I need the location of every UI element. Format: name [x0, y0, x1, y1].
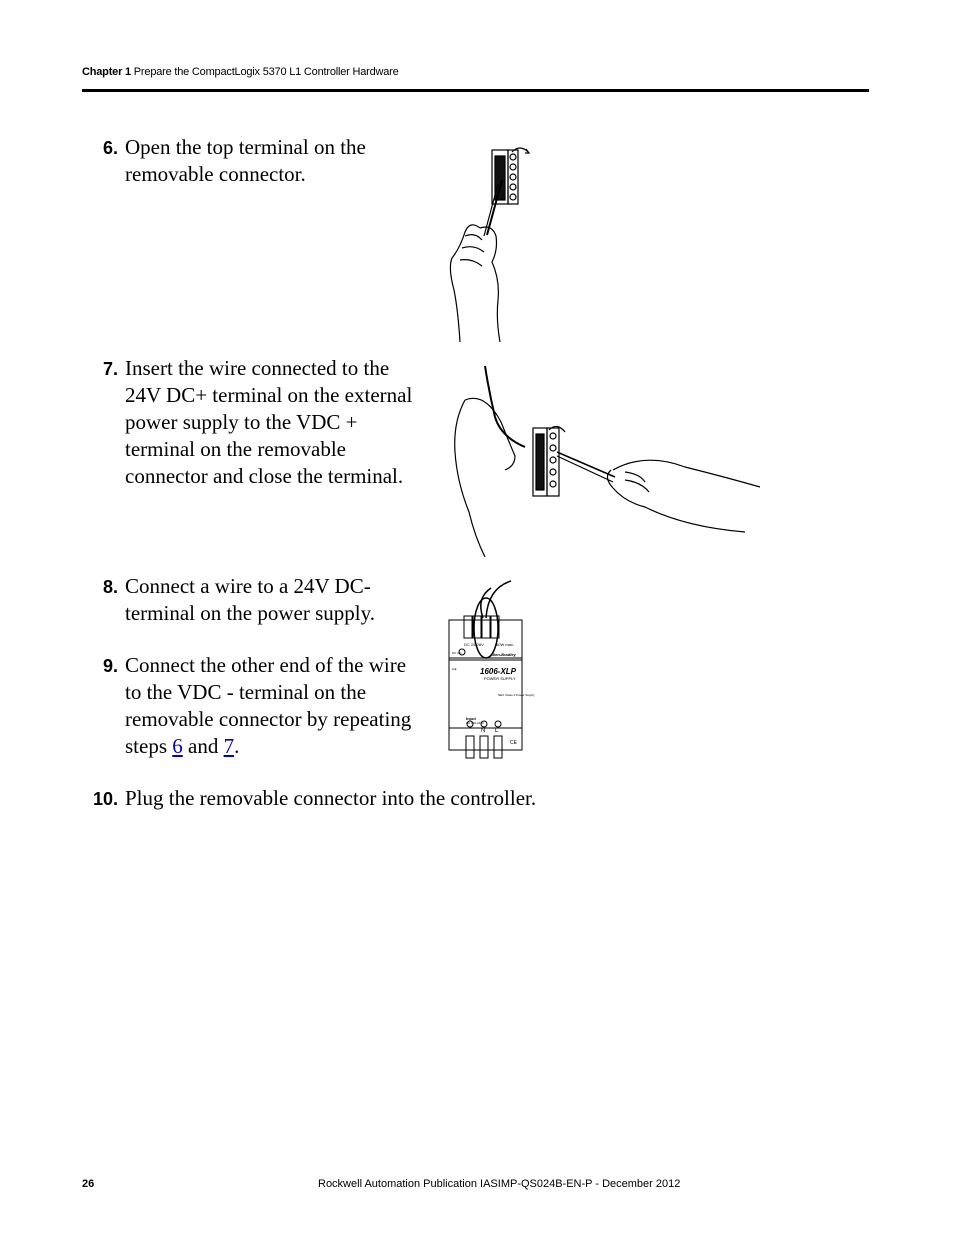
step-number: 10.: [92, 789, 118, 809]
step-number: 7.: [102, 359, 118, 379]
highlight-circle-icon: [474, 598, 498, 658]
step-line: Plug the removable connector into the controller.: [125, 786, 537, 810]
psu-ce: CE: [510, 740, 517, 746]
step-line: power supply to the VDC +: [125, 410, 358, 434]
step-7-link[interactable]: 7: [223, 734, 235, 758]
step-line: terminal on the power supply.: [125, 601, 376, 625]
psu-term-l: L: [495, 728, 499, 734]
step-line: 24V DC+ terminal on the external: [125, 383, 413, 407]
chapter-title: Prepare the CompactLogix 5370 L1 Controller Hardware: [133, 66, 399, 78]
step-line: removable connector by repeating: [125, 707, 412, 731]
step-line: Connect a wire to a 24V DC-: [125, 574, 371, 598]
step-text-fragment: .: [234, 734, 240, 758]
chapter-label: Chapter 1: [82, 66, 131, 78]
step-line: Insert the wire connected to the: [125, 356, 390, 380]
psu-adj: Adj.: [452, 667, 458, 671]
step-text: [125, 134, 366, 188]
step-number: 6.: [102, 138, 118, 158]
psu-class: NEC Class 2 Power Supply: [498, 693, 535, 697]
step-line: [125, 733, 411, 760]
psu-model: 1606-XLP: [480, 667, 517, 676]
running-header: [82, 66, 399, 78]
step-line: Connect the other end of the wire: [125, 653, 407, 677]
psu-term-n: N: [481, 728, 486, 734]
step-text: [125, 355, 412, 490]
psu-dc-ok: DC OK: [452, 651, 462, 655]
page-number: 26: [82, 1178, 95, 1190]
psu-brand: Allen-Bradley: [490, 652, 516, 657]
step-line: connector and close the terminal.: [125, 464, 404, 488]
header-rule: [82, 89, 869, 92]
psu-top-label2: 60W max.: [496, 642, 515, 647]
psu-product: POWER SUPPLY: [484, 676, 516, 681]
power-supply-illustration: [446, 578, 535, 760]
open-terminal-illustration: [440, 140, 550, 345]
step-text-fragment: steps: [125, 734, 173, 758]
step-text: [125, 652, 411, 760]
step-6-link[interactable]: 6: [172, 734, 183, 758]
publication-info: Rockwell Automation Publication IASIMP-QS024B-EN-P - December 2012: [318, 1178, 681, 1190]
insert-wire-illustration: [445, 362, 765, 562]
step-line: to the VDC - terminal on the: [125, 680, 367, 704]
step-number: 8.: [102, 577, 118, 597]
step-number: 9.: [102, 656, 118, 676]
step-line: terminal on the removable: [125, 437, 347, 461]
psu-top-label: DC 24-28V: [464, 642, 484, 647]
psu-input-range: AC 100-240V: [466, 721, 485, 725]
step-text: [125, 573, 375, 627]
psu-input: Input: [466, 716, 476, 721]
step-line: Open the top terminal on the: [125, 135, 366, 159]
step-text-fragment: and: [182, 734, 224, 758]
step-text: [125, 785, 536, 812]
step-line: removable connector.: [125, 162, 306, 186]
